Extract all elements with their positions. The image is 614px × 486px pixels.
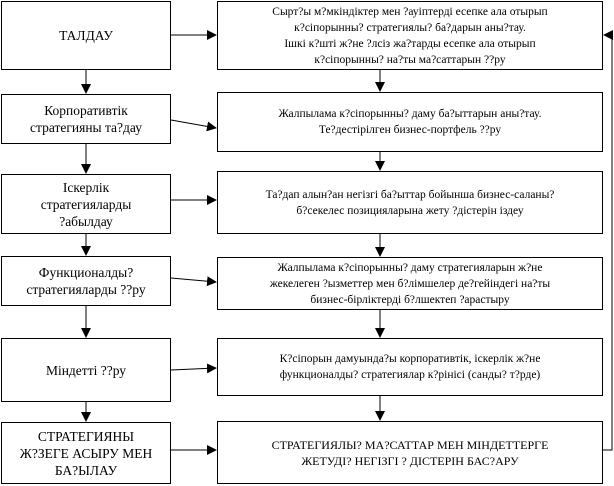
stage-2-left-box <box>1 94 171 144</box>
stage-1-left-label: ТАЛДАУ <box>59 28 113 43</box>
arrow-h-4 <box>171 278 216 282</box>
stage-2-right-box <box>217 92 603 152</box>
stage-1-right-text: Сырт?ы м?мкіндіктер мен ?ауіптерді есепке ала отырып к?сіпорынны? стратегиялы? ба?дарын аны?тау. Ішкі к?шті ж?не ?лсіз жа?тарды есепке ала отырып к?сіпорынны? на?ты ма?саттарын ??ру <box>272 5 548 66</box>
stage-6-left-label: СТРАТЕГИЯНЫ Ж?ЗЕГЕ АСЫРУ МЕН БА?ЫЛАУ <box>19 428 153 478</box>
stage-4-left-box <box>1 256 171 306</box>
stage-4-left-label: Функционалды? стратегияларды ??ру <box>26 265 146 297</box>
arrow-h-5 <box>171 368 216 370</box>
stage-1-right-box <box>217 1 603 70</box>
stage-3-left-label: Іскерлік стратегияларды ?абылдау <box>40 179 132 229</box>
stage-4-right-box <box>217 257 603 310</box>
stage-3-left-box <box>1 174 171 234</box>
stage-6-left-box <box>1 422 171 484</box>
stage-5-left-label: Міндетті ??ру <box>45 362 127 378</box>
stage-3-right-text: Та?дап алын?ан негізгі ба?ыттар бойынша бизнес-саланы? б?секелес позицияларына жету ?дістерін іздеу <box>265 188 555 217</box>
stage-2-right-text: Жалпылама к?сіпорынны? даму ба?ыттарын аны?тау. Те?дестірілген бизнес-портфель ??ру <box>278 108 542 136</box>
stage-3-right-box <box>217 171 603 234</box>
stage-5-right-box <box>217 338 603 396</box>
feedback-loop <box>603 35 612 450</box>
stage-4-right-text: Жалпылама к?сіпорынны? даму стратегияларын ж?не жекелеген ?ызметтер мен б?лімшелер де?гейіндегі на?ты бизнес-бірліктерді б?лшектеп ?арастыру <box>269 261 551 306</box>
stage-5-left-box <box>1 338 171 402</box>
stage-1-left-box <box>1 1 171 70</box>
stage-2-left-label: Корпоративтік стратегияны та?дау <box>30 103 142 135</box>
stage-6-right-box <box>217 421 603 484</box>
stage-5-right-text: К?сіпорын дамуында?ы корпоративтік, іскерлік ж?не функционалды? стратегиялар к?рінісі (санды? т?рде) <box>279 353 541 381</box>
arrow-h-2 <box>171 120 216 128</box>
stage-6-right-text: СТРАТЕГИЯЛЫ? МА?САТТАР МЕН МІНДЕТТЕРГЕ ЖЕТУДІ? НЕГІЗГІ ? ДІСТЕРІН БАС?АРУ <box>271 437 549 468</box>
